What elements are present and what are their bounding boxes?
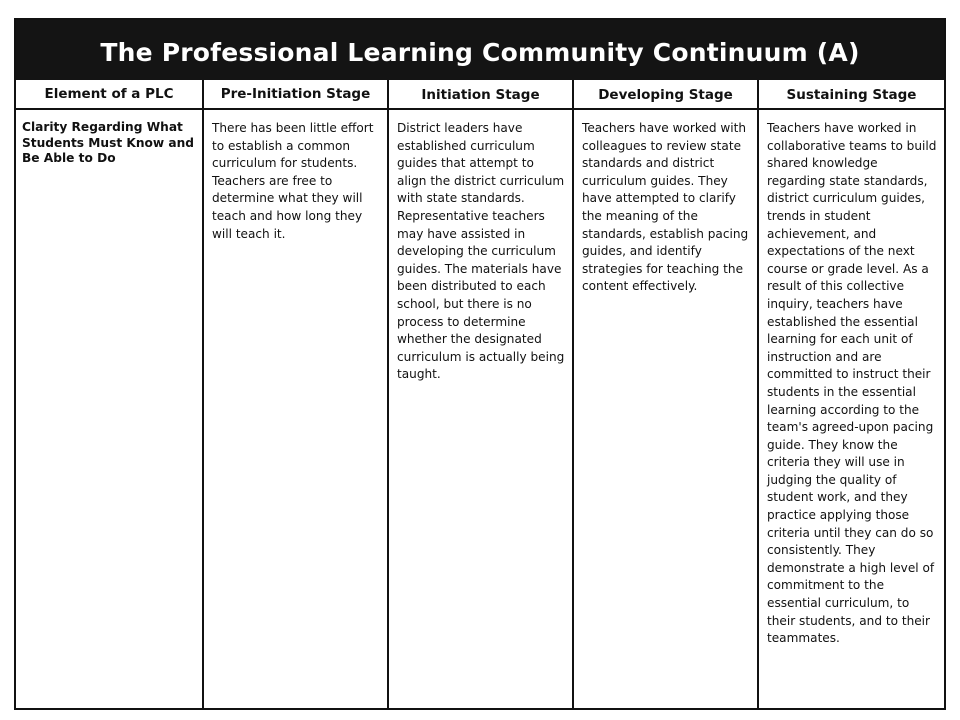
column-header-pre-initiation: Pre-Initiation Stage <box>204 80 387 110</box>
column-developing <box>572 80 757 708</box>
element-description: Clarity Regarding What Students Must Know and Be Able to Do <box>22 120 195 166</box>
initiation-description: District leaders have established curriculum guides that attempt to align the district curriculum with state standards. Representative teachers may have assisted in developing the curriculum guides. The materials have been distributed to each school, but there is no process to determine whether the designated curriculum is actually being taught. <box>397 121 565 382</box>
column-header-sustaining: Sustaining Stage <box>759 80 944 110</box>
title-bar <box>16 20 944 80</box>
column-header-element: Element of a PLC <box>16 80 202 110</box>
column-header-initiation: Initiation Stage <box>389 80 572 110</box>
column-element <box>16 80 202 708</box>
column-initiation <box>387 80 572 708</box>
column-pre-initiation <box>202 80 387 708</box>
page-title: The Professional Learning Community Continuum (A) <box>100 37 860 67</box>
continuum-page <box>14 18 946 710</box>
sustaining-description: Teachers have worked in collaborative teams to build shared knowledge regarding state standards, district curriculum guides, trends in student achievement, and expectations of the next course or grade level. As a result of this collective inquiry, teachers have established the essential learning for each unit of instruction and are committed to instruct their students in the essential learning according to the team's agreed-upon pacing guide. They know the criteria they will use in judging the quality of student work, and they practice applying those criteria until they can do so consistently. They demonstrate a high level of commitment to the essential curriculum, to their students, and to their teammates. <box>767 121 937 646</box>
pre-initiation-description: There has been little effort to establish a common curriculum for students. Teachers are free to determine what they will teach and how long they will teach it. <box>212 121 374 241</box>
developing-description: Teachers have worked with colleagues to review state standards and district curriculum guides. They have attempted to clarify the meaning of the standards, establish pacing guides, and identify strategies for teaching the content effectively. <box>582 121 749 294</box>
column-sustaining <box>757 80 944 708</box>
column-header-developing: Developing Stage <box>574 80 757 110</box>
